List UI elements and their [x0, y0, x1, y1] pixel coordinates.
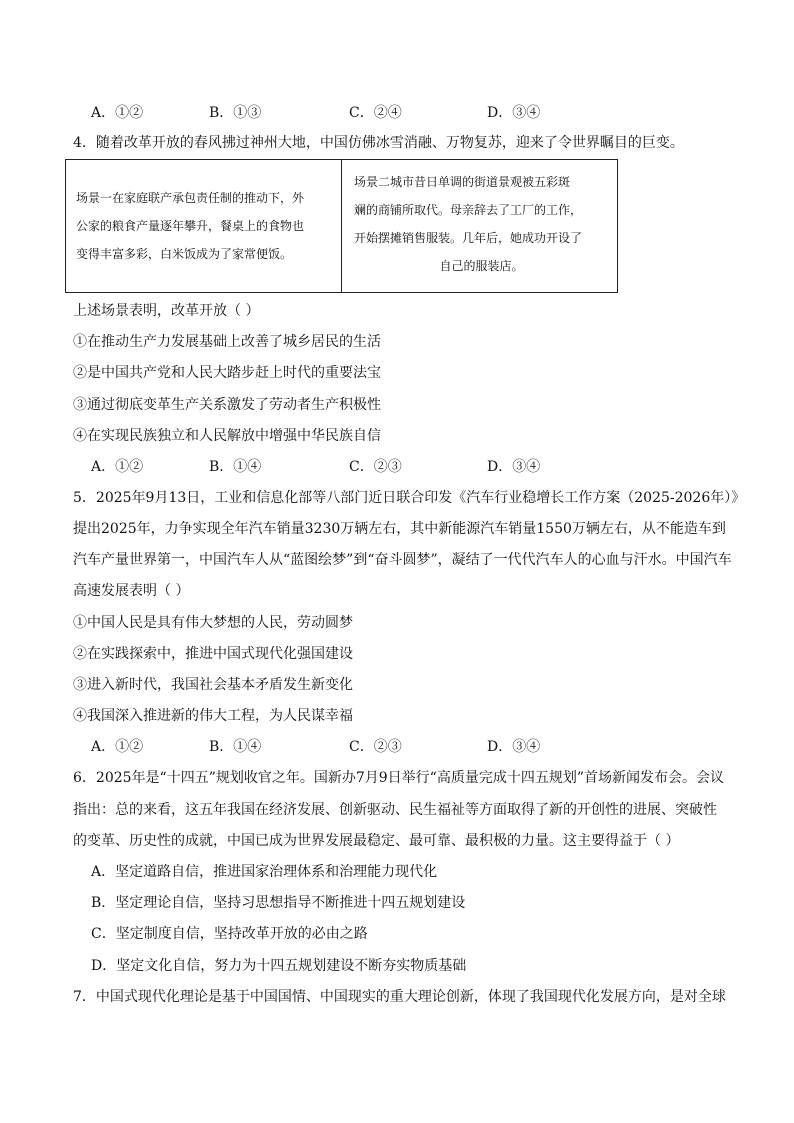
q5-stem-line-4: 高速发展表明（ ）	[73, 583, 190, 599]
q5-options	[91, 737, 651, 757]
q6-option-a[interactable]: A．坚定道路自信，推进国家治理体系和治理能力现代化	[91, 864, 438, 880]
q4-scene2-line: 斓的商铺所取代。母亲辞去了工厂的工作，	[354, 203, 583, 217]
q5-option-d[interactable]: D．③④	[487, 739, 541, 755]
q4-option-a[interactable]: A．①②	[91, 459, 144, 475]
q4-option-c[interactable]: C．②③	[349, 459, 402, 475]
q5-option-a[interactable]: A．①②	[91, 739, 144, 755]
q5-stem-line-3: 汽车产量世界第一，中国汽车人从“蓝图绘梦”到“奋斗圆梦”，凝结了一代代汽车人的心血与汗水。中国汽车	[73, 552, 732, 568]
q3-option-b[interactable]: B．①③	[209, 105, 262, 121]
q5-item-2: ②在实践探索中，推进中国式现代化强国建设	[73, 646, 353, 662]
q6-stem-line-1: 6．2025年是“十四五”规划收官之年。国新办7月9日举行“高质量完成十四五规划”首场新闻发布会。会议	[73, 770, 724, 786]
q6-option-c[interactable]: C．坚定制度自信，坚持改革开放的必由之路	[91, 926, 368, 942]
q4-scene2-line: 自己的服装店。	[439, 259, 524, 273]
q6-stem-line-2: 指出：总的来看，这五年我国在经济发展、创新驱动、民生福祉等方面取得了新的开创性的进展、突破性	[73, 802, 717, 818]
q4-option-d[interactable]: D．③④	[487, 459, 541, 475]
q4-item-2: ②是中国共产党和人民大踏步赶上时代的重要法宝	[73, 365, 381, 381]
q5-item-1: ①中国人民是具有伟大梦想的人民，劳动圆梦	[73, 615, 353, 631]
q4-scene1-line: 公家的粮食产量逐年攀升，餐桌上的食物也	[76, 219, 305, 233]
q4-item-1: ①在推动生产力发展基础上改善了城乡居民的生活	[73, 334, 381, 350]
q4-option-b[interactable]: B．①④	[209, 459, 262, 475]
q4-scene2-line: 场景二城市昔日单调的街道景观被五彩斑	[354, 175, 571, 189]
q4-stem: 4．随着改革开放的春风拂过神州大地，中国仿佛冰雪消融、万物复苏，迎来了令世界瞩目的巨变。	[73, 135, 684, 151]
q4-item-3: ③通过彻底变革生产关系激发了劳动者生产积极性	[73, 397, 381, 413]
q6-stem-line-3: 的变革、历史性的成就，中国已成为世界发展最稳定、最可靠、最积极的力量。这主要得益于（ ）	[73, 833, 680, 849]
q5-item-3: ③进入新时代，我国社会基本矛盾发生新变化	[73, 677, 353, 693]
q4-options	[91, 457, 651, 477]
q7-stem: 7．中国式现代化理论是基于中国国情、中国现实的重大理论创新，体现了我国现代化发展方向，是对全球	[73, 989, 726, 1005]
q6-option-b[interactable]: B．坚定理论自信，坚持习思想指导不断推进十四五规划建设	[91, 895, 466, 911]
q4-scene1	[66, 160, 342, 292]
q4-scene1-line: 场景一在家庭联产承包责任制的推动下，外	[76, 191, 305, 205]
q4-item-4: ④在实现民族独立和人民解放中增强中华民族自信	[73, 428, 381, 444]
q3-option-c[interactable]: C．②④	[349, 105, 402, 121]
q4-scene1-line: 变得丰富多彩，白米饭成为了家常便饭。	[76, 247, 293, 261]
q4-scene2	[342, 160, 617, 292]
q5-option-b[interactable]: B．①④	[209, 739, 262, 755]
q3-options	[91, 103, 651, 123]
q6-option-d[interactable]: D．坚定文化自信，努力为十四五规划建设不断夯实物质基础	[91, 958, 467, 974]
q5-stem-line-2: 提出2025年，力争实现全年汽车销量3230万辆左右，其中新能源汽车销量1550万辆左右，从不能造车到	[73, 521, 726, 537]
q4-question: 上述场景表明，改革开放（ ）	[73, 303, 260, 319]
q5-item-4: ④我国深入推进新的伟大工程，为人民谋幸福	[73, 708, 353, 724]
q3-option-a[interactable]: A．①②	[91, 105, 144, 121]
q5-option-c[interactable]: C．②③	[349, 739, 402, 755]
q4-scene-table	[65, 159, 618, 293]
q5-stem-line-1: 5．2025年9月13日，工业和信息化部等八部门近日联合印发《汽车行业稳增长工作方案（2025-2026年）》	[73, 490, 746, 506]
q3-option-d[interactable]: D．③④	[487, 105, 541, 121]
q4-scene2-line: 开始摆摊销售服装。几年后，她成功开设了	[354, 231, 583, 245]
